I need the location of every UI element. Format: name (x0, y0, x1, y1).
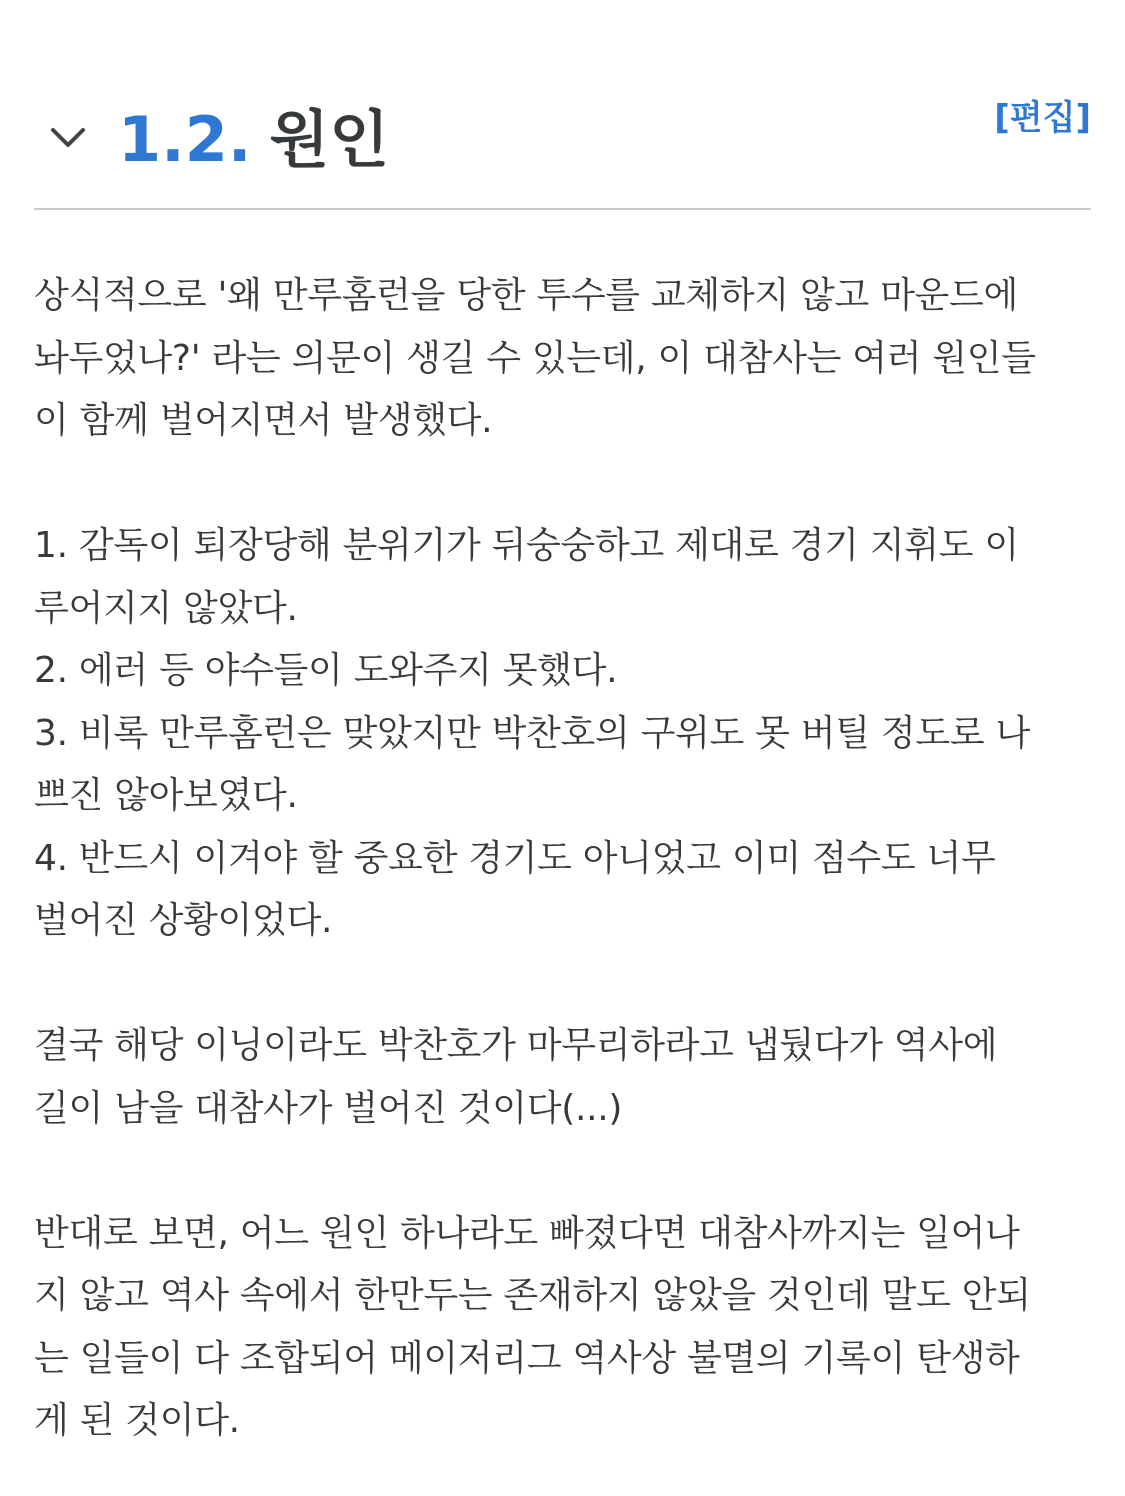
paragraph-gap (34, 1140, 1094, 1203)
paragraph-reasons-list: 1. 감독이 퇴장당해 분위기가 뒤숭숭하고 제대로 경기 지휘도 이 루어지지 않았다. 2. 에러 등 야수들이 도와주지 못했다. 3. 비록 만루홈런은 맞았지만 박찬호의 구위도 못 버틸 정도로 나 쁘진 않아보였다. 4. 반드시 이겨야 할 중요한 경기도 아니었고 이미 점수도 너무 벌어진 상황이었다. (34, 525, 1030, 941)
paragraph-result: 결국 해당 이닝이라도 박찬호가 마무리하라고 냅뒀다가 역사에 길이 남을 대참사가 벌어진 것이다(...) (34, 1025, 998, 1129)
section-content (34, 265, 1094, 1453)
chevron-down-icon[interactable] (48, 118, 88, 158)
paragraph-gap (34, 453, 1094, 516)
section-heading (118, 100, 389, 180)
section-number[interactable]: 1.2. (118, 103, 252, 176)
paragraph-gap (34, 953, 1094, 1016)
paragraph-conclusion: 반대로 보면, 어느 원인 하나라도 빠졌다면 대참사까지는 일어나 지 않고 역사 속에서 한만두는 존재하지 않았을 것인데 말도 안되 는 일들이 다 조합되어 메이저리그 역사상 불멸의 기록이 탄생하 게 된 것이다. (34, 1212, 1031, 1441)
section-title: 원인 (269, 103, 390, 176)
section-header (34, 80, 1091, 210)
paragraph-intro: 상식적으로 '왜 만루홈런을 당한 투수를 교체하지 않고 마운드에 놔두었나?' 라는 의문이 생길 수 있는데, 이 대참사는 여러 원인들 이 함께 벌어지면서 발생했다. (34, 275, 1036, 441)
edit-link[interactable]: [편집] (994, 98, 1091, 138)
